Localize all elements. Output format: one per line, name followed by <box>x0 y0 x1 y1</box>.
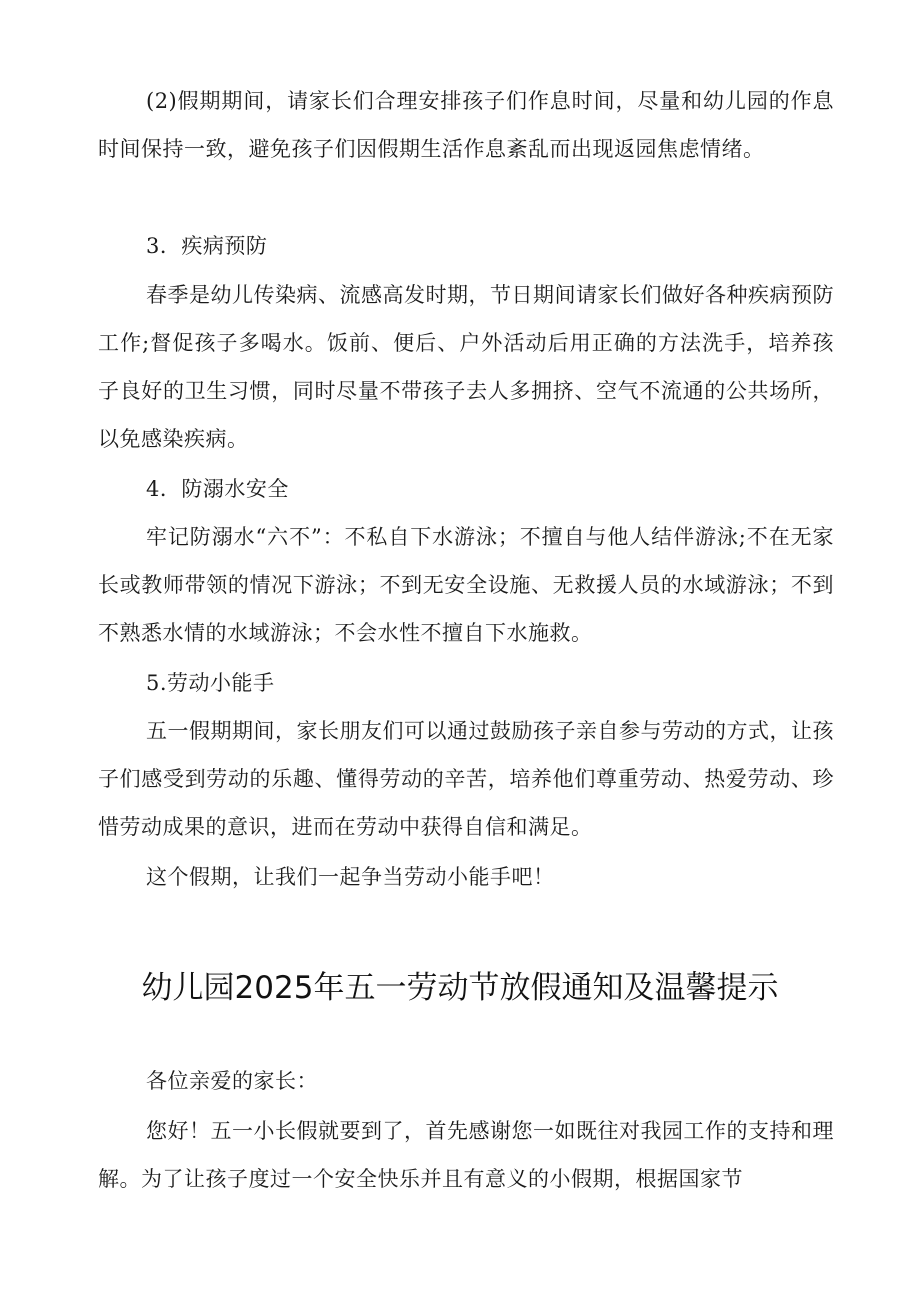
paragraph-labor: 五一假期期间，家长朋友们可以通过鼓励孩子亲自参与劳动的方式，让孩子们感受到劳动的乐趣、懂得劳动的辛苦，培养他们尊重劳动、热爱劳动、珍惜劳动成果的意识，进而在劳动中获得自信和满足。 <box>98 719 834 839</box>
paragraph-disease-prevention: 春季是幼儿传染病、流感高发时期，节日期间请家长们做好各种疾病预防工作;督促孩子多喝水。饭前、便后、户外活动后用正确的方法洗手，培养孩子良好的卫生习惯，同时尽量不带孩子去人多拥挤、空气不流通的公共场所，以免感染疾病。 <box>98 283 834 451</box>
paragraph-closing: 这个假期，让我们一起争当劳动小能手吧！ <box>146 865 555 889</box>
document-title: 幼儿园2025年五一劳动节放假通知及温馨提示 <box>141 970 779 1006</box>
section-heading-labor: 5.劳动小能手 <box>146 671 275 695</box>
section-heading-disease-prevention: 3．疾病预防 <box>146 234 268 258</box>
paragraph-drowning-safety: 牢记防溺水“六不”：不私自下水游泳；不擅自与他人结伴游泳;不在无家长或教师带领的情况下游泳；不到无安全设施、无救援人员的水域游泳；不到不熟悉水情的水域游泳；不会水性不擅自下水施救。 <box>98 525 834 645</box>
section-heading-drowning-safety: 4．防溺水安全 <box>146 477 289 501</box>
paragraph-sleep-schedule: (2)假期期间，请家长们合理安排孩子们作息时间，尽量和幼儿园的作息时间保持一致，避免孩子们因假期生活作息紊乱而出现返园焦虑情绪。 <box>98 89 834 161</box>
greeting: 各位亲爱的家长： <box>146 1069 318 1093</box>
paragraph-intro: 您好！五一小长假就要到了，首先感谢您一如既往对我园工作的支持和理解。为了让孩子度过一个安全快乐并且有意义的小假期，根据国家节 <box>98 1119 834 1191</box>
